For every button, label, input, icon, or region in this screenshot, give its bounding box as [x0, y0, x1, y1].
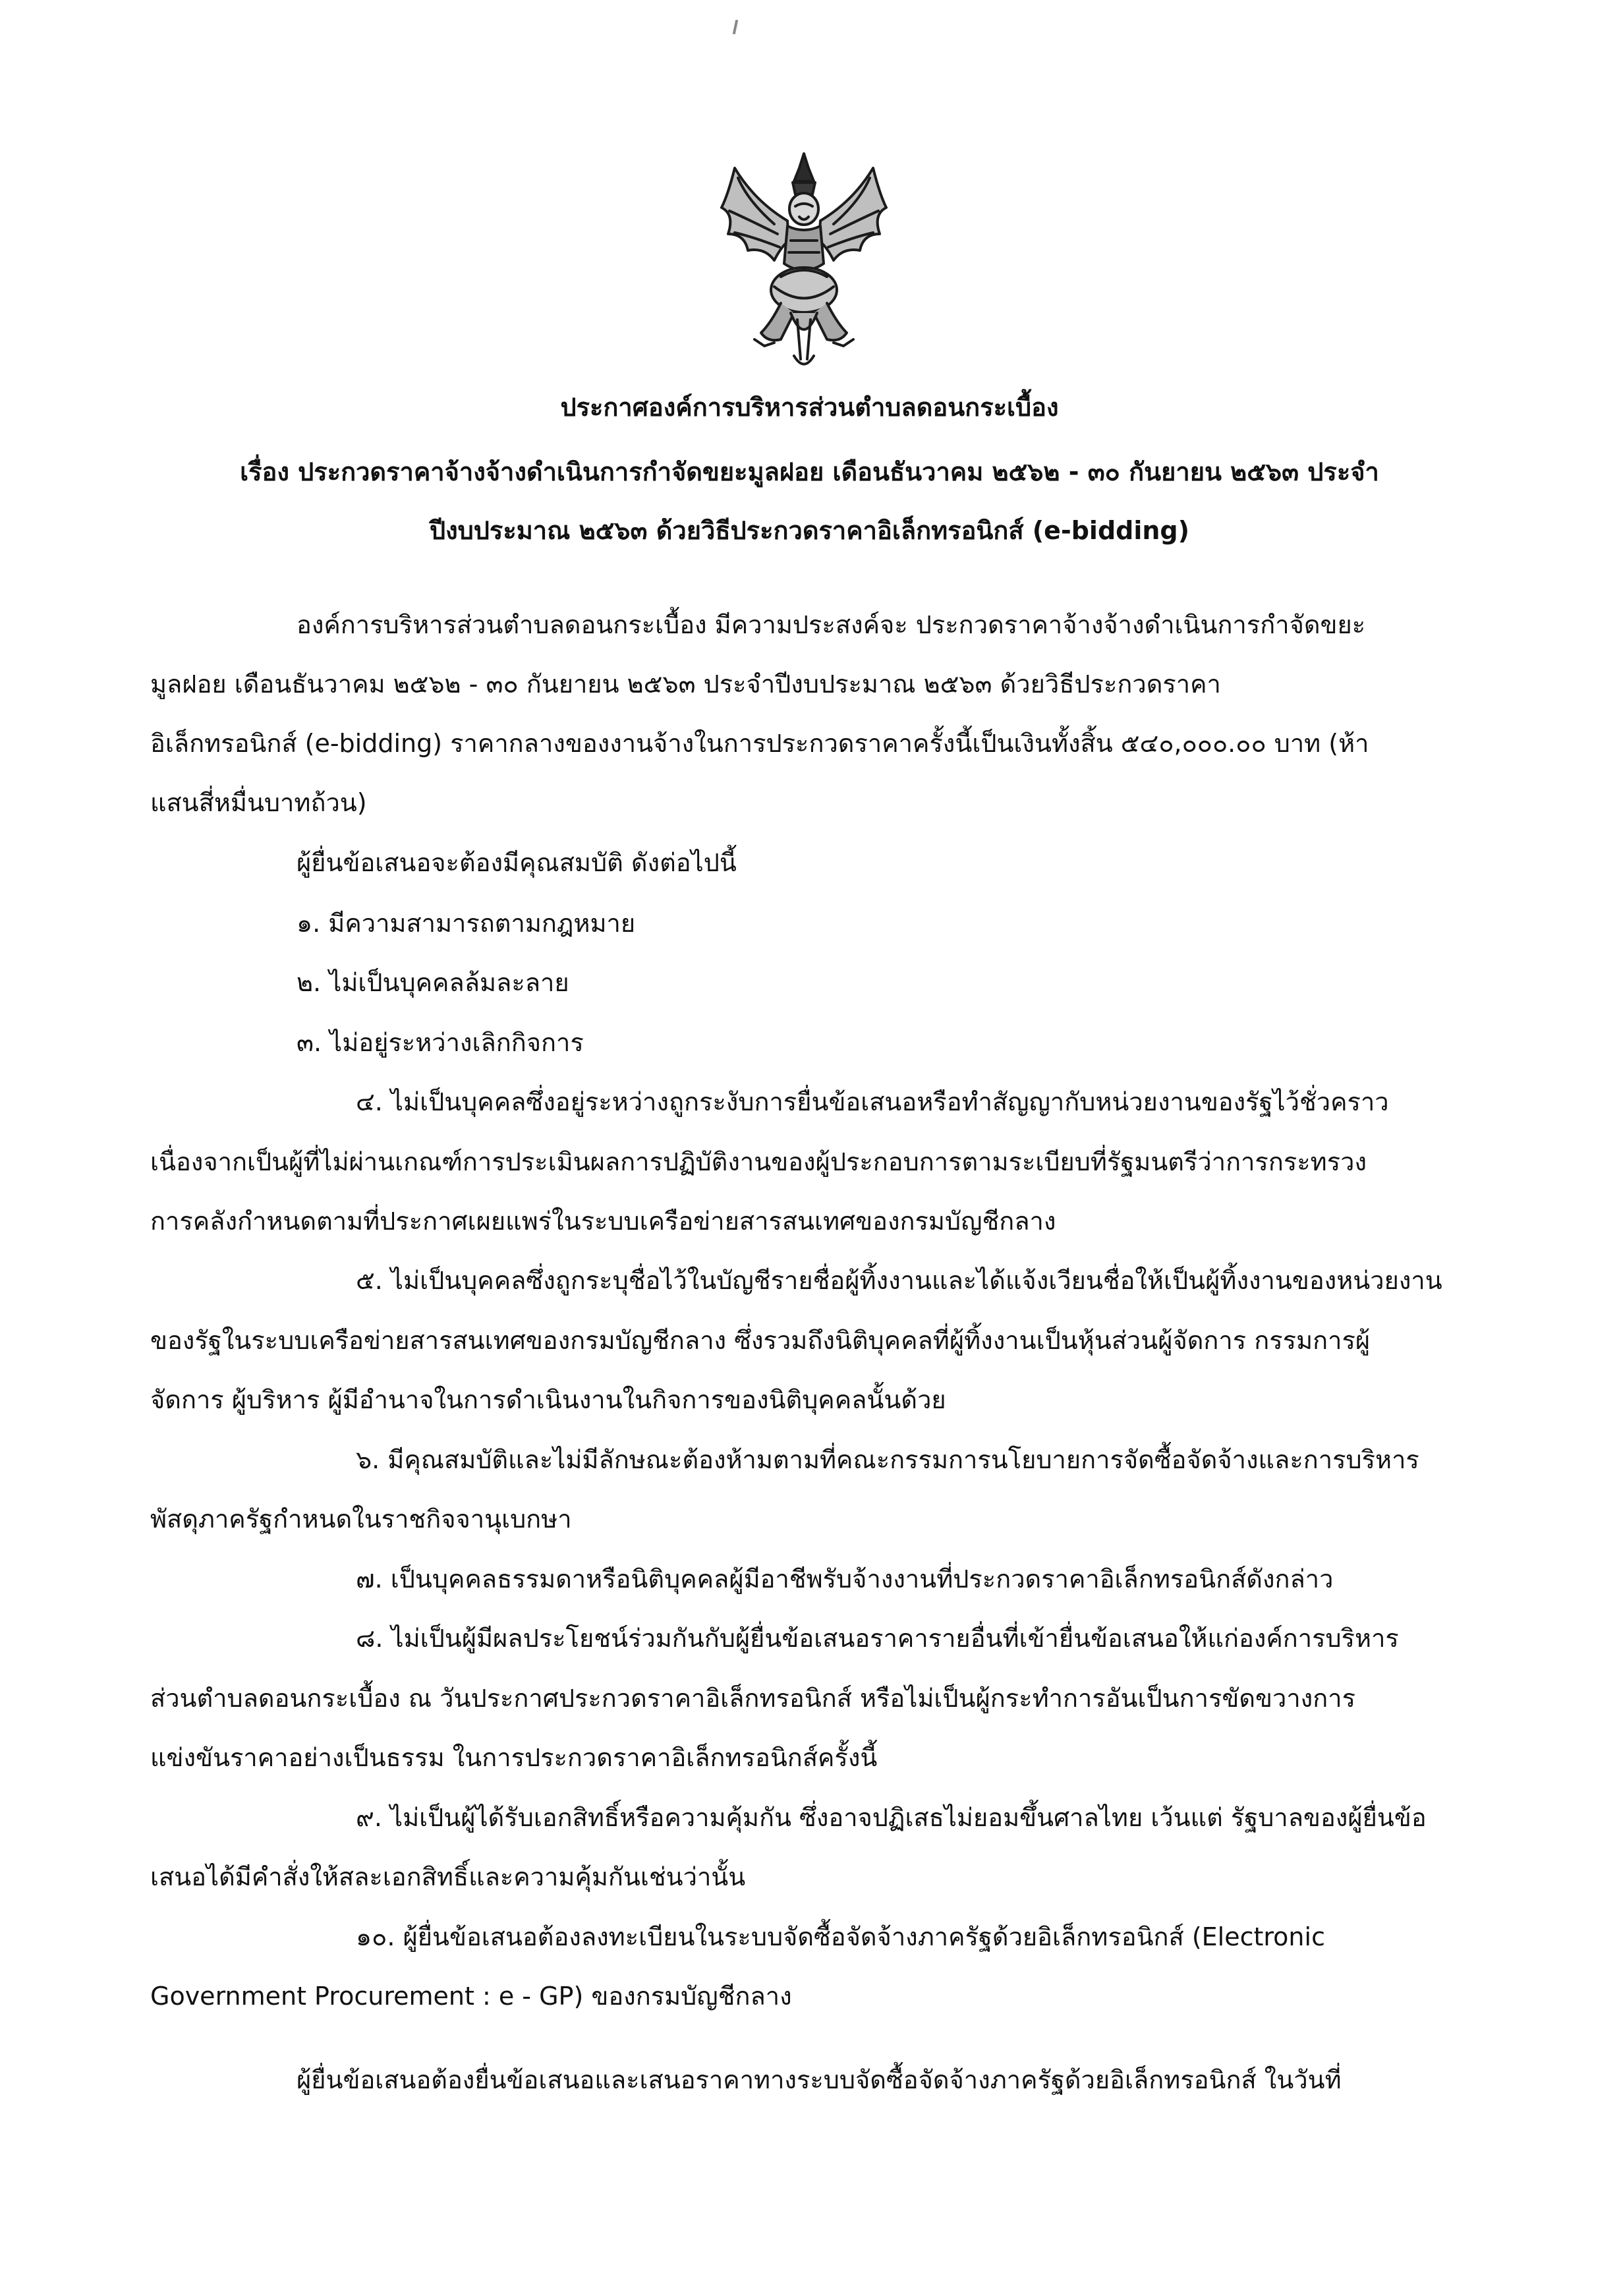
qualification-item-8-line-3: แข่งขันราคาอย่างเป็นธรรม ในการประกวดราคาอิเล็กทรอนิกส์ครั้งนี้ [150, 1743, 878, 1772]
qualification-item-4-line-2: เนื่องจากเป็นผู้ที่ไม่ผ่านเกณฑ์การประเมินผลการปฏิบัติงานของผู้ประกอบการตามระเบียบที่รัฐมนตรีว่าการกระทรวง [150, 1147, 1367, 1176]
qualification-item-3: ๓. ไม่อยู่ระหว่างเลิกกิจการ [297, 1028, 584, 1057]
subject-line-1: เรื่อง ประกวดราคาจ้างจ้างดำเนินการกำจัดขยะมูลฝอย เดือนธันวาคม ๒๕๖๒ - ๓๐ กันยายน ๒๕๖๓ ประจำ [240, 457, 1379, 486]
closing-line: ผู้ยื่นข้อเสนอต้องยื่นข้อเสนอและเสนอราคาทางระบบจัดซื้อจัดจ้างภาครัฐด้วยอิเล็กทรอนิกส์ ในวันที่ [297, 2065, 1342, 2094]
intro-line-1: องค์การบริหารส่วนตำบลดอนกระเบื้อง มีความประสงค์จะ ประกวดราคาจ้างจ้างดำเนินการกำจัดขยะ [297, 610, 1366, 639]
qualification-item-1: ๑. มีความสามารถตามกฎหมาย [297, 909, 636, 938]
qualifications-heading: ผู้ยื่นข้อเสนอจะต้องมีคุณสมบัติ ดังต่อไปนี้ [297, 848, 737, 877]
qualification-item-8-line-2: ส่วนตำบลดอนกระเบื้อง ณ วันประกาศประกวดราคาอิเล็กทรอนิกส์ หรือไม่เป็นผู้กระทำการอันเป็นการขัดขวางการ [150, 1684, 1355, 1713]
qualification-item-8-line-1: ๘. ไม่เป็นผู้มีผลประโยชน์ร่วมกันกับผู้ยื่นข้อเสนอราคารายอื่นที่เข้ายื่นข้อเสนอให้แก่องค์การบริหาร [356, 1624, 1399, 1653]
qualification-item-5-line-1: ๕. ไม่เป็นบุคคลซึ่งถูกระบุชื่อไว้ในบัญชีรายชื่อผู้ทิ้งงานและได้แจ้งเวียนชื่อให้เป็นผู้ทิ้งงานของหน่วยงาน [356, 1266, 1442, 1295]
qualification-item-2: ๒. ไม่เป็นบุคคลล้มละลาย [297, 968, 569, 997]
intro-line-4: แสนสี่หมื่นบาทถ้วน) [150, 788, 367, 817]
intro-line-2: มูลฝอย เดือนธันวาคม ๒๕๖๒ - ๓๐ กันยายน ๒๕๖๓ ประจำปีงบประมาณ ๒๕๖๓ ด้วยวิธีประกวดราคา [150, 670, 1221, 699]
garuda-emblem-icon [708, 148, 899, 376]
qualification-item-4-line-1: ๔. ไม่เป็นบุคคลซึ่งอยู่ระหว่างถูกระงับการยื่นข้อเสนอหรือทำสัญญากับหน่วยงานของรัฐไว้ชั่วคราว [356, 1087, 1389, 1116]
qualification-item-5-line-3: จัดการ ผู้บริหาร ผู้มีอำนาจในการดำเนินงานในกิจการของนิติบุคคลนั้นด้วย [150, 1385, 946, 1414]
qualification-item-9-line-2: เสนอได้มีคำสั่งให้สละเอกสิทธิ์และความคุ้มกันเช่นว่านั้น [150, 1862, 746, 1891]
qualification-item-9-line-1: ๙. ไม่เป็นผู้ได้รับเอกสิทธิ์หรือความคุ้มกัน ซึ่งอาจปฏิเสธไม่ยอมขึ้นศาลไทย เว้นแต่ รัฐบาลของผู้ยื่นข้อ [356, 1803, 1427, 1832]
subject-line-2: ปีงบประมาณ ๒๕๖๓ ด้วยวิธีประกวดราคาอิเล็กทรอนิกส์ (e-bidding) [429, 516, 1189, 545]
qualification-item-10-line-1: ๑๐. ผู้ยื่นข้อเสนอต้องลงทะเบียนในระบบจัดซื้อจัดจ้างภาครัฐด้วยอิเล็กทรอนิกส์ (Electronic [356, 1922, 1325, 1951]
qualification-item-6-line-1: ๖. มีคุณสมบัติและไม่มีลักษณะต้องห้ามตามที่คณะกรรมการนโยบายการจัดซื้อจัดจ้างและการบริหาร [356, 1445, 1419, 1474]
qualification-item-7: ๗. เป็นบุคคลธรรมดาหรือนิติบุคคลผู้มีอาชีพรับจ้างงานที่ประกวดราคาอิเล็กทรอนิกส์ดังกล่าว [356, 1564, 1334, 1593]
intro-line-3: อิเล็กทรอนิกส์ (e-bidding) ราคากลางของงานจ้างในการประกวดราคาครั้งนี้เป็นเงินทั้งสิ้น ๕๔๐,๐๐๐.๐๐ บาท (ห้า [150, 729, 1369, 758]
qualification-item-6-line-2: พัสดุภาครัฐกำหนดในราชกิจจานุเบกษา [150, 1505, 572, 1534]
stray-pen-mark [733, 20, 738, 34]
qualification-item-5-line-2: ของรัฐในระบบเครือข่ายสารสนเทศของกรมบัญชีกลาง ซึ่งรวมถึงนิติบุคคลที่ผู้ทิ้งงานเป็นหุ้นส่วนผู้จัดการ กรรมการผู้ [150, 1326, 1371, 1355]
qualification-item-4-line-3: การคลังกำหนดตามที่ประกาศเผยแพร่ในระบบเครือข่ายสารสนเทศของกรมบัญชีกลาง [150, 1207, 1056, 1236]
qualification-item-10-line-2: Government Procurement : e - GP) ของกรมบัญชีกลาง [150, 1982, 792, 2011]
announcement-title: ประกาศองค์การบริหารส่วนตำบลดอนกระเบื้อง [560, 393, 1059, 422]
